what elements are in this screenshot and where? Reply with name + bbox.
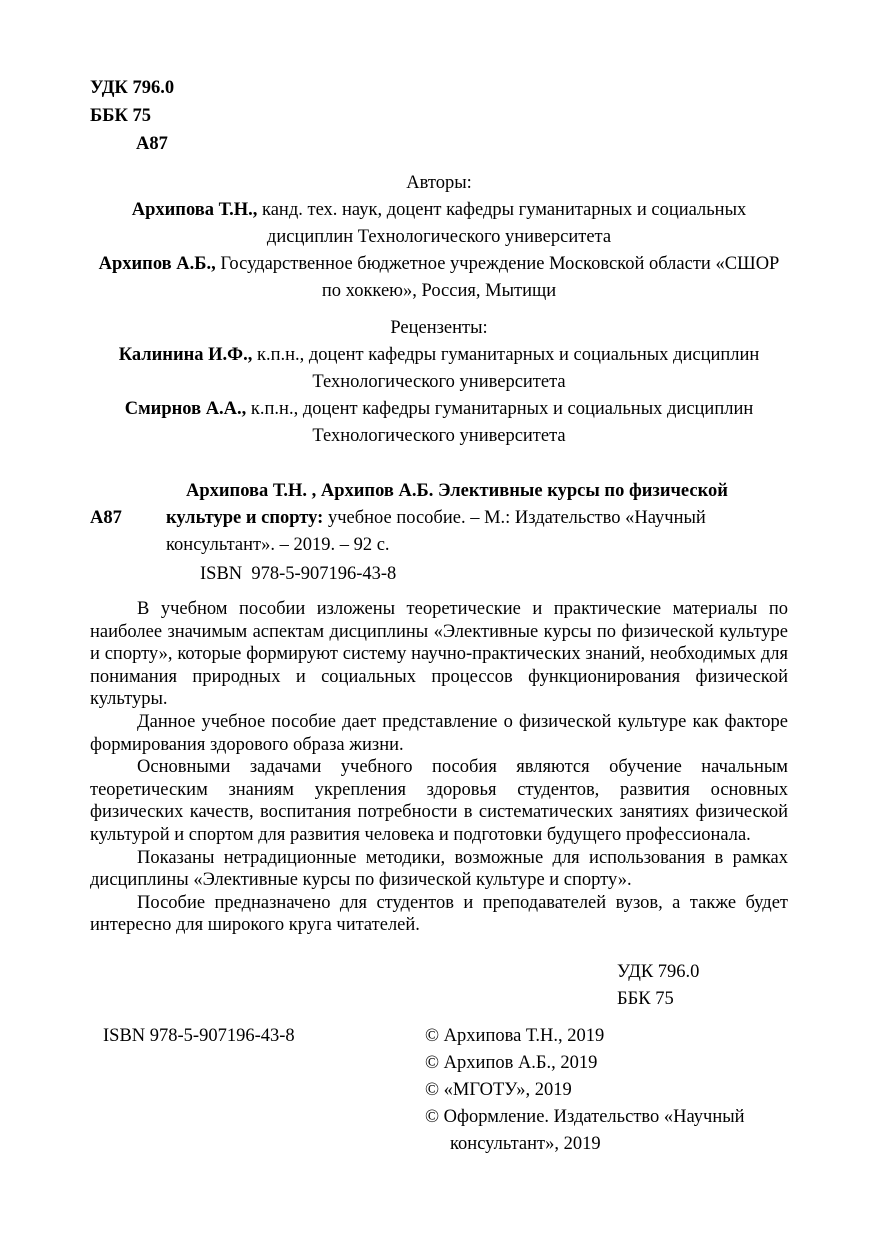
annotation-paragraph: Показаны нетрадиционные методики, возможные для использования в рамках дисциплины «Элективные курсы по физической культуре и спорту». — [90, 847, 788, 891]
catalog-imprint: учебное пособие. – М.: Издательство «Научный консультант». – 2019. – 92 с. — [166, 508, 706, 555]
reviewer-description: к.п.н., доцент кафедры гуманитарных и социальных дисциплин Технологического университета — [252, 345, 760, 392]
bbk-code: ББК 75 — [90, 106, 152, 126]
copyright-line: © «МГОТУ», 2019 — [425, 1079, 572, 1100]
reviewers-heading: Рецензенты: — [390, 318, 488, 338]
authors-heading: Авторы: — [406, 173, 472, 193]
isbn-number: ISBN 978-5-907196-43-8 — [103, 1025, 295, 1046]
catalog-description — [166, 478, 788, 559]
top-classification-codes — [90, 74, 788, 158]
reviewer-entry — [90, 342, 788, 396]
copyright-line: © Оформление. Издательство «Научный консультант», 2019 — [425, 1106, 745, 1154]
catalog-isbn: ISBN 978-5-907196-43-8 — [200, 564, 397, 584]
annotation-paragraph: В учебном пособии изложены теоретические и практические материалы по наиболее значимым аспектам дисциплины «Элективные курсы по физической культуре и спорту», которые формируют систему научно-практических знаний, необходимых для понимания природных и социальных процессов функционирования физической культуры. — [90, 599, 788, 710]
catalog-entry — [90, 478, 788, 559]
author-sign-code: А87 — [136, 134, 168, 154]
footer-bbk-code: ББК 75 — [617, 988, 674, 1009]
reviewer-name: Калинина И.Ф., — [118, 345, 253, 365]
copyright-line: © Архипова Т.Н., 2019 — [425, 1025, 605, 1046]
reviewer-description: к.п.н., доцент кафедры гуманитарных и социальных дисциплин Технологического университета — [246, 399, 754, 446]
udk-code: УДК 796.0 — [90, 78, 175, 98]
author-description: Государственное бюджетное учреждение Московской области «СШОР по хоккею», Россия, Мытищи — [215, 254, 780, 301]
annotation-paragraph: Основными задачами учебного пособия являются обучение начальным теоретическим знаниям укрепления здоровья студентов, развития основных физических качеств, воспитания потребности в систематических занятиях физической культурой и спортом для развития человека и подготовки будущего профессионала. — [90, 757, 788, 845]
reviewer-entry — [90, 396, 788, 450]
author-name: Архипов А.Б., — [98, 254, 216, 274]
copyright-list — [425, 1023, 788, 1158]
reviewers-section — [90, 315, 788, 450]
catalog-auth-sign: А87 — [90, 508, 122, 528]
footer-udk-code: УДК 796.0 — [617, 961, 700, 982]
catalog-title: Архипова Т.Н. , Архипов А.Б. Элективные курсы по физической культуре и спорту: — [166, 481, 728, 528]
reviewer-name: Смирнов А.А., — [124, 399, 247, 419]
copyright-line: © Архипов А.Б., 2019 — [425, 1052, 598, 1073]
footer-classification-codes — [617, 959, 788, 1013]
author-name: Архипова Т.Н., — [131, 200, 258, 220]
authors-section — [90, 170, 788, 305]
annotation-block — [90, 598, 788, 937]
author-entry — [90, 251, 788, 305]
bottom-imprint-row — [90, 1023, 788, 1158]
author-description: канд. тех. наук, доцент кафедры гуманитарных и социальных дисциплин Технологического университета — [257, 200, 747, 247]
annotation-paragraph: Данное учебное пособие дает представление о физической культуре как факторе формирования здорового образа жизни. — [90, 711, 788, 755]
annotation-paragraph: Пособие предназначено для студентов и преподавателей вузов, а также будет интересно для широкого круга читателей. — [90, 892, 788, 936]
author-entry — [90, 197, 788, 251]
